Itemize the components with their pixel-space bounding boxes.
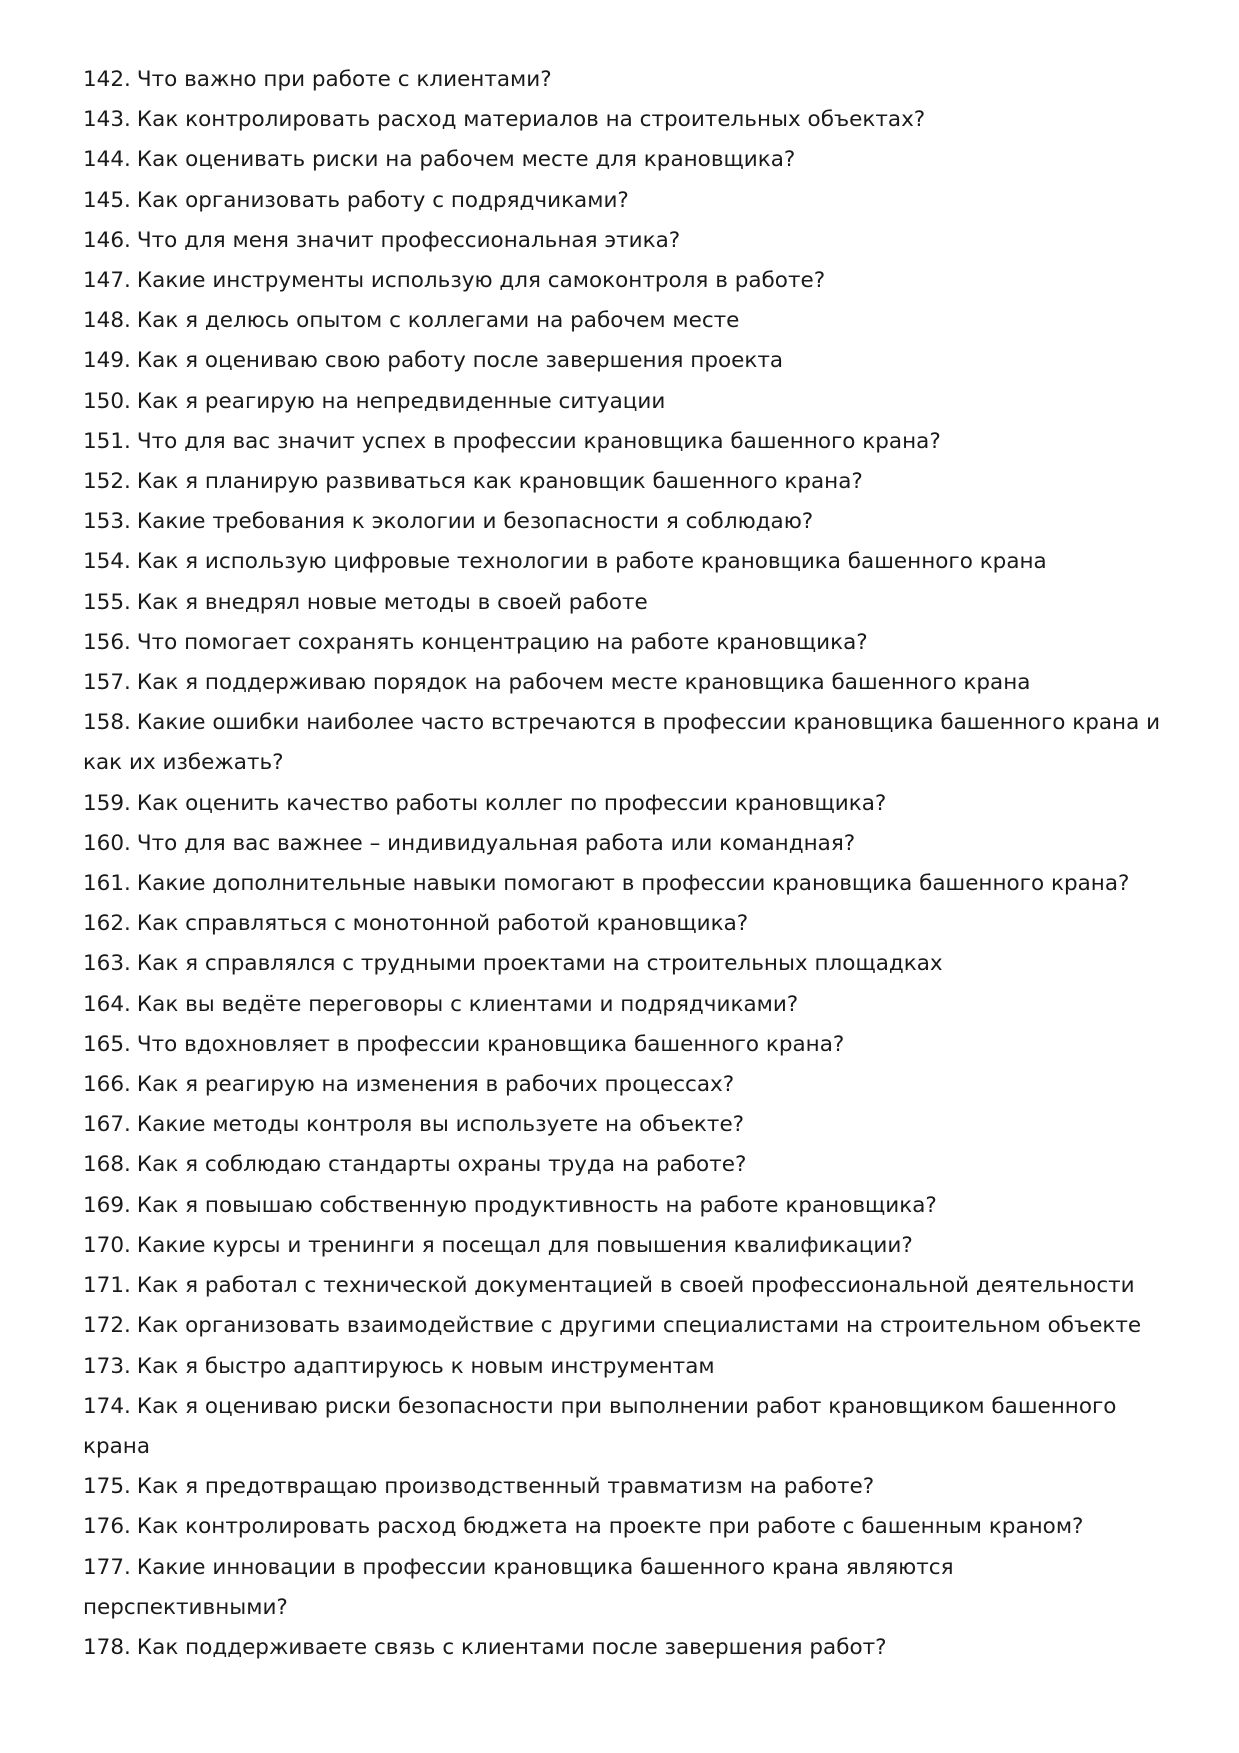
- question-item: [83, 1065, 1163, 1105]
- question-list: [83, 60, 1163, 1668]
- question-item: [83, 1548, 1163, 1628]
- question-item: [83, 542, 1163, 582]
- question-text: Как контролировать расход материалов на строительных объектах?: [136, 107, 926, 133]
- question-item: [83, 181, 1163, 221]
- question-number: 171.: [83, 1273, 131, 1299]
- question-text: Какие методы контроля вы используете на объекте?: [136, 1112, 745, 1138]
- question-number: 173.: [83, 1353, 131, 1379]
- question-text: Как оценивать риски на рабочем месте для крановщика?: [136, 147, 796, 173]
- question-item: [83, 784, 1163, 824]
- question-item: [83, 1266, 1163, 1306]
- question-item: [83, 140, 1163, 180]
- question-number: 155.: [83, 589, 131, 615]
- question-number: 159.: [83, 790, 131, 816]
- question-number: 148.: [83, 308, 131, 334]
- question-number: 152.: [83, 469, 131, 495]
- question-number: 149.: [83, 348, 131, 374]
- question-number: 146.: [83, 227, 131, 253]
- question-text: Что помогает сохранять концентрацию на работе крановщика?: [136, 629, 868, 655]
- question-text: Как я планирую развиваться как крановщик башенного крана?: [136, 469, 863, 495]
- question-text: Что для вас важнее – индивидуальная работа или командная?: [136, 830, 856, 856]
- question-text: Как я предотвращаю производственный травматизм на работе?: [136, 1474, 875, 1500]
- question-item: [83, 1105, 1163, 1145]
- question-item: [83, 583, 1163, 623]
- question-number: 170.: [83, 1232, 131, 1258]
- question-item: [83, 1507, 1163, 1547]
- question-text: Как поддерживаете связь с клиентами после завершения работ?: [136, 1634, 887, 1660]
- question-item: [83, 944, 1163, 984]
- question-number: 157.: [83, 670, 131, 696]
- question-text: Какие инновации в профессии крановщика башенного крана являются перспективными?: [83, 1554, 954, 1620]
- question-item: [83, 864, 1163, 904]
- question-text: Как организовать работу с подрядчиками?: [136, 187, 629, 213]
- question-number: 172.: [83, 1313, 131, 1339]
- question-number: 168.: [83, 1152, 131, 1178]
- question-number: 177.: [83, 1554, 131, 1580]
- question-text: Как справляться с монотонной работой крановщика?: [136, 911, 749, 937]
- question-item: [83, 1025, 1163, 1065]
- question-item: [83, 382, 1163, 422]
- question-text: Какие инструменты использую для самоконтроля в работе?: [136, 268, 826, 294]
- question-number: 150.: [83, 388, 131, 414]
- question-text: Какие курсы и тренинги я посещал для повышения квалификации?: [136, 1232, 913, 1258]
- question-number: 176.: [83, 1514, 131, 1540]
- question-number: 154.: [83, 549, 131, 575]
- question-number: 153.: [83, 509, 131, 535]
- question-text: Как я работал с технической документацией в своей профессиональной деятельности: [136, 1273, 1135, 1299]
- question-item: [83, 301, 1163, 341]
- question-number: 145.: [83, 187, 131, 213]
- question-item: [83, 1226, 1163, 1266]
- question-number: 165.: [83, 1031, 131, 1057]
- question-item: [83, 60, 1163, 100]
- question-text: Как я быстро адаптируюсь к новым инструментам: [136, 1353, 715, 1379]
- question-number: 163.: [83, 951, 131, 977]
- question-item: [83, 341, 1163, 381]
- question-text: Как я реагирую на изменения в рабочих процессах?: [136, 1072, 735, 1098]
- question-number: 151.: [83, 428, 131, 454]
- question-item: [83, 663, 1163, 703]
- question-text: Как я поддерживаю порядок на рабочем месте крановщика башенного крана: [136, 670, 1031, 696]
- question-text: Как я оцениваю риски безопасности при выполнении работ крановщиком башенного крана: [83, 1393, 1117, 1459]
- question-item: [83, 824, 1163, 864]
- question-number: 167.: [83, 1112, 131, 1138]
- question-text: Как я соблюдаю стандарты охраны труда на работе?: [136, 1152, 747, 1178]
- question-number: 142.: [83, 67, 131, 92]
- question-number: 175.: [83, 1474, 131, 1500]
- question-item: [83, 422, 1163, 462]
- question-number: 161.: [83, 871, 131, 897]
- question-number: 160.: [83, 830, 131, 856]
- question-number: 178.: [83, 1634, 131, 1660]
- question-text: Что важно при работе с клиентами?: [136, 67, 552, 92]
- question-text: Что вдохновляет в профессии крановщика башенного крана?: [136, 1031, 845, 1057]
- question-text: Как организовать взаимодействие с другими специалистами на строительном объекте: [136, 1313, 1142, 1339]
- question-item: [83, 261, 1163, 301]
- question-text: Какие ошибки наиболее часто встречаются в профессии крановщика башенного крана и как их избежать?: [83, 710, 1161, 776]
- question-number: 143.: [83, 107, 131, 133]
- question-item: [83, 221, 1163, 261]
- question-item: [83, 1387, 1163, 1467]
- question-text: Что для вас значит успех в профессии крановщика башенного крана?: [136, 428, 941, 454]
- question-item: [83, 703, 1163, 783]
- question-item: [83, 1145, 1163, 1185]
- question-item: [83, 1186, 1163, 1226]
- question-number: 144.: [83, 147, 131, 173]
- question-item: [83, 462, 1163, 502]
- question-text: Как я делюсь опытом с коллегами на рабочем месте: [136, 308, 740, 334]
- question-item: [83, 1628, 1163, 1668]
- question-item: [83, 502, 1163, 542]
- question-number: 158.: [83, 710, 131, 736]
- question-text: Как контролировать расход бюджета на проекте при работе с башенным краном?: [136, 1514, 1084, 1540]
- question-number: 156.: [83, 629, 131, 655]
- question-item: [83, 1306, 1163, 1346]
- question-number: 174.: [83, 1393, 131, 1419]
- question-text: Как вы ведёте переговоры с клиентами и подрядчиками?: [136, 991, 799, 1017]
- question-text: Какие требования к экологии и безопасности я соблюдаю?: [136, 509, 814, 535]
- question-text: Как я внедрял новые методы в своей работе: [136, 589, 648, 615]
- question-text: Как я использую цифровые технологии в работе крановщика башенного крана: [136, 549, 1047, 575]
- question-number: 166.: [83, 1072, 131, 1098]
- question-text: Какие дополнительные навыки помогают в профессии крановщика башенного крана?: [136, 871, 1130, 897]
- question-number: 169.: [83, 1192, 131, 1218]
- question-item: [83, 1467, 1163, 1507]
- question-item: [83, 100, 1163, 140]
- question-text: Как я справлялся с трудными проектами на строительных площадках: [136, 951, 943, 977]
- question-item: [83, 1347, 1163, 1387]
- question-item: [83, 623, 1163, 663]
- question-text: Как я оцениваю свою работу после завершения проекта: [136, 348, 784, 374]
- question-text: Как я повышаю собственную продуктивность на работе крановщика?: [136, 1192, 937, 1218]
- question-item: [83, 904, 1163, 944]
- question-number: 147.: [83, 268, 131, 294]
- question-text: Как я реагирую на непредвиденные ситуации: [136, 388, 666, 414]
- question-item: [83, 985, 1163, 1025]
- question-number: 164.: [83, 991, 131, 1017]
- question-text: Как оценить качество работы коллег по профессии крановщика?: [136, 790, 887, 816]
- question-number: 162.: [83, 911, 131, 937]
- question-text: Что для меня значит профессиональная этика?: [136, 227, 681, 253]
